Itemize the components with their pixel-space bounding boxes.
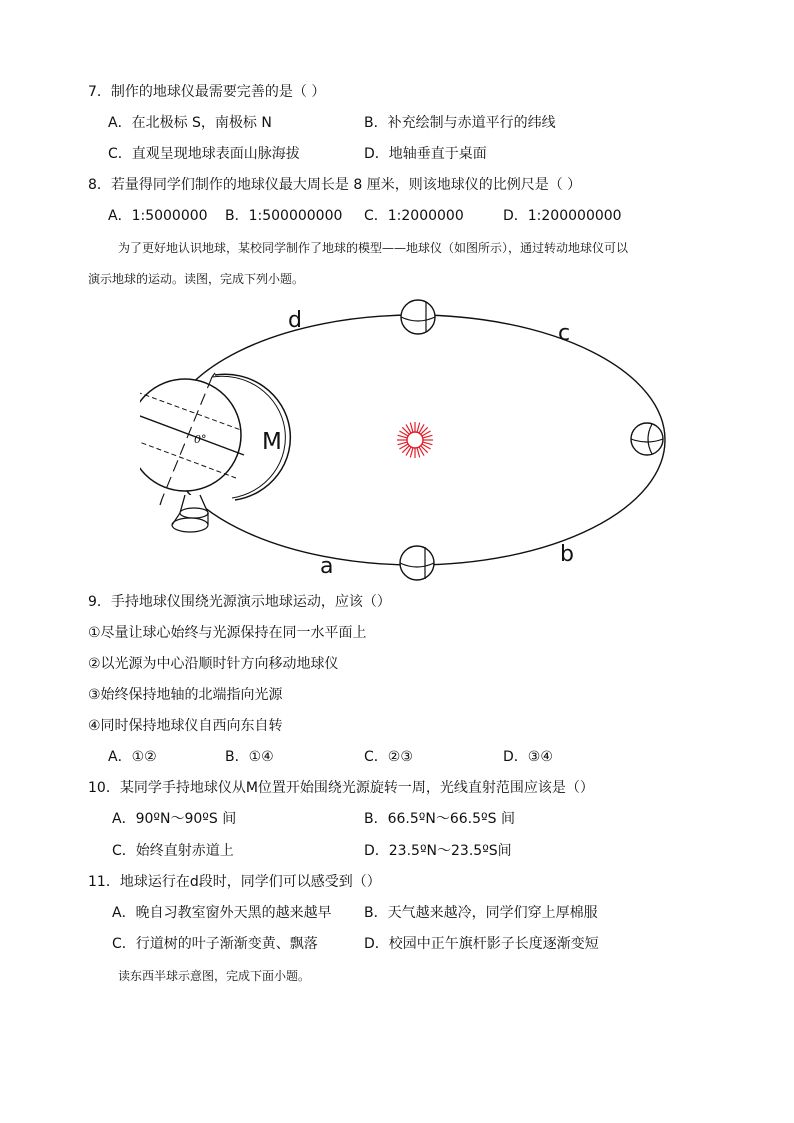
intro-paragraph-line1: 为了更好地认识地球，某校同学制作了地球的模型——地球仪（如图所示），通过转动地球仪可以 bbox=[118, 241, 629, 255]
q9-statement-3: ③始终保持地轴的北端指向光源 bbox=[88, 687, 283, 703]
earth-position-top bbox=[401, 300, 435, 334]
label-equator-0: 0° bbox=[194, 433, 207, 446]
sun-core bbox=[407, 432, 423, 448]
q8-option-c: C．1:2000000 bbox=[364, 208, 464, 224]
q10-option-c: C．始终直射赤道上 bbox=[112, 843, 234, 859]
label-b: b bbox=[560, 542, 574, 567]
label-c: c bbox=[558, 321, 571, 346]
sun-ray bbox=[423, 442, 433, 445]
q10-option-d: D．23.5ºN～23.5ºS间 bbox=[364, 843, 512, 859]
q9-option-d: D．③④ bbox=[503, 749, 553, 765]
sun-ray bbox=[398, 442, 408, 445]
intro2-paragraph: 读东西半球示意图，完成下面小题。 bbox=[118, 969, 311, 983]
q8-option-b: B．1:500000000 bbox=[225, 208, 343, 224]
sun-ray bbox=[410, 423, 413, 433]
q7-stem: 7．制作的地球仪最需要完善的是（ ） bbox=[88, 84, 326, 100]
label-m: M bbox=[262, 429, 282, 455]
sun-ray bbox=[417, 448, 420, 458]
q9-statement-2: ②以光源为中心沿顺时针方向移动地球仪 bbox=[88, 656, 339, 672]
earth-position-right bbox=[631, 423, 663, 455]
q9-statement-1: ①尽量让球心始终与光源保持在同一水平面上 bbox=[88, 625, 367, 641]
q8-option-d: D．1:200000000 bbox=[503, 208, 622, 224]
q11-option-b: B．天气越来越冷，同学们穿上厚棉服 bbox=[364, 905, 598, 921]
sun-ray bbox=[417, 423, 420, 433]
q11-option-a: A．晚自习教室窗外天黑的越来越早 bbox=[112, 905, 332, 921]
q8-stem: 8．若量得同学们制作的地球仪最大周长是 8 厘米，则该地球仪的比例尺是（ ） bbox=[88, 177, 582, 193]
q9-statement-4: ④同时保持地球仪自西向东自转 bbox=[88, 718, 283, 734]
q10-option-a: A．90ºN～90ºS 间 bbox=[112, 811, 237, 827]
q7-option-c: C．直观呈现地球表面山脉海拔 bbox=[108, 146, 300, 162]
earth-position-bottom bbox=[400, 546, 434, 580]
sun-ray bbox=[410, 448, 413, 458]
q11-option-c: C．行道树的叶子渐渐变黄、飘落 bbox=[112, 936, 318, 952]
sun-light-source bbox=[397, 422, 433, 458]
label-a: a bbox=[320, 554, 334, 579]
label-d: d bbox=[288, 308, 302, 333]
q7-option-d: D．地轴垂直于桌面 bbox=[364, 146, 487, 162]
q9-stem: 9．手持地球仪围绕光源演示地球运动，应该（） bbox=[88, 594, 391, 610]
q9-option-c: C．②③ bbox=[364, 749, 413, 765]
q11-option-d: D．校园中正午旗杆影子长度逐渐变短 bbox=[364, 936, 599, 952]
q8-option-a: A．1:5000000 bbox=[108, 208, 208, 224]
sun-ray bbox=[398, 435, 408, 438]
q9-option-a: A．①② bbox=[108, 749, 157, 765]
q9-option-b: B．①④ bbox=[225, 749, 274, 765]
q10-option-b: B．66.5ºN～66.5ºS 间 bbox=[364, 811, 515, 827]
earth-orbit-diagram bbox=[140, 295, 680, 585]
sun-ray bbox=[423, 435, 433, 438]
q11-stem: 11．地球运行在d段时，同学们可以感受到（） bbox=[88, 874, 381, 890]
q7-option-b: B．补充绘制与赤道平行的纬线 bbox=[364, 115, 556, 131]
q10-stem: 10．某同学手持地球仪从M位置开始围绕光源旋转一周，光线直射范围应该是（） bbox=[88, 780, 594, 796]
intro-paragraph-line2: 演示地球的运动。读图，完成下列小题。 bbox=[88, 272, 305, 286]
q7-option-a: A．在北极标 S，南极标 N bbox=[108, 115, 272, 131]
